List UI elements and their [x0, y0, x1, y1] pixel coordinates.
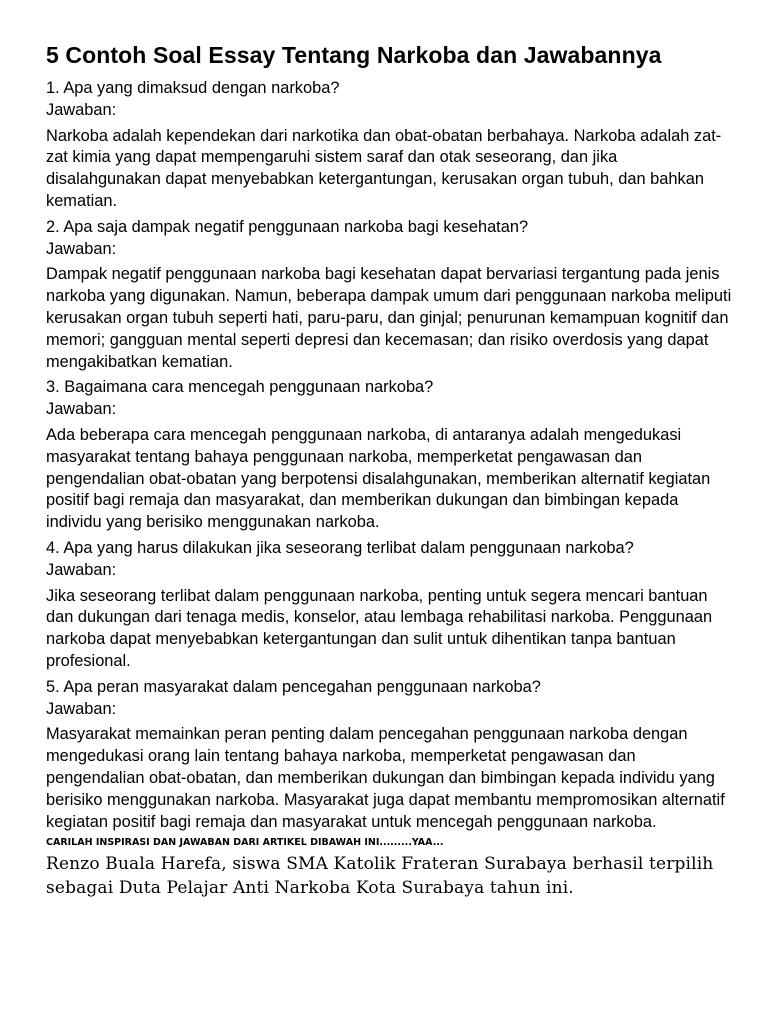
answer-label-5: Jawaban: [46, 699, 117, 718]
question-2: 2. Apa saja dampak negatif penggunaan narkoba bagi kesehatan? [46, 217, 529, 236]
question-3: 3. Bagaimana cara mencegah penggunaan narkoba? [46, 378, 434, 397]
question-1: 1. Apa yang dimaksud dengan narkoba? [46, 79, 340, 97]
answer-1: Narkoba adalah kependekan dari narkotika dan obat-obatan berbahaya. Narkoba adalah zat-zat kimia yang dapat mempengaruhi sistem saraf dan otak seseorang, dan jika disalahgunakan dapat menyebabkan ketergantungan, kerusakan organ tubuh, dan bahkan kematian. [46, 126, 722, 210]
qa-item-3 [46, 377, 736, 534]
article-excerpt: Renzo Buala Harefa, siswa SMA Katolik Frateran Surabaya berhasil terpilih sebagai Duta Pelajar Anti Narkoba Kota Surabaya tahun ini. [46, 854, 714, 898]
qa-item-1 [46, 78, 736, 213]
qa-item-4 [46, 538, 736, 673]
answer-label-3: Jawaban: [46, 400, 117, 419]
qa-item-5 [46, 677, 736, 834]
page-title: 5 Contoh Soal Essay Tentang Narkoba dan Jawabannya [46, 42, 662, 68]
qa-item-2 [46, 217, 736, 374]
question-5: 5. Apa peran masyarakat dalam pencegahan penggunaan narkoba? [46, 677, 541, 696]
answer-3: Ada beberapa cara mencegah penggunaan narkoba, di antaranya adalah mengedukasi masyarakat tentang bahaya penggunaan narkoba, memperketat pengawasan dan pengendalian obat-obatan yang berpotensi disalahgunakan, memberikan alternatif kegiatan positif bagi remaja dan masyarakat, dan memberikan dukungan dan bimbingan kepada individu yang berisiko menggunakan narkoba. [46, 425, 711, 532]
answer-2: Dampak negatif penggunaan narkoba bagi kesehatan dapat bervariasi tergantung pada jenis narkoba yang digunakan. Namun, beberapa dampak umum dari penggunaan narkoba meliputi kerusakan organ tubuh seperti hati, paru-paru, dan ginjal; penurunan kemampuan kognitif dan memori; gangguan mental seperti depresi dan kecemasan; dan risiko overdosis yang dapat mengakibatkan kematian. [46, 265, 732, 371]
question-4: 4. Apa yang harus dilakukan jika seseorang terlibat dalam penggunaan narkoba? [46, 538, 634, 557]
document-page [46, 40, 736, 900]
instruction-note: CARILAH INSPIRASI DAN JAWABAN DARI ARTIKEL DIBAWAH INI.........YAA... [46, 837, 444, 849]
answer-label-4: Jawaban: [46, 560, 117, 579]
answer-5: Masyarakat memainkan peran penting dalam pencegahan penggunaan narkoba dengan mengedukasi orang lain tentang bahaya narkoba, memperketat pengawasan dan pengendalian obat-obatan, dan memberikan dukungan dan bimbingan kepada individu yang berisiko menggunakan narkoba. Masyarakat juga dapat membantu mempromosikan alternatif kegiatan positif bagi remaja dan masyarakat untuk mencegah penggunaan narkoba. [46, 725, 725, 831]
answer-label-2: Jawaban: [46, 239, 117, 258]
answer-label-1: Jawaban: [46, 100, 117, 119]
answer-4: Jika seseorang terlibat dalam penggunaan narkoba, penting untuk segera mencari bantuan dan dukungan dari tenaga medis, konselor, atau lembaga rehabilitasi narkoba. Penggunaan narkoba dapat menyebabkan ketergantungan dan sulit untuk dihentikan tanpa bantuan profesional. [46, 586, 713, 670]
